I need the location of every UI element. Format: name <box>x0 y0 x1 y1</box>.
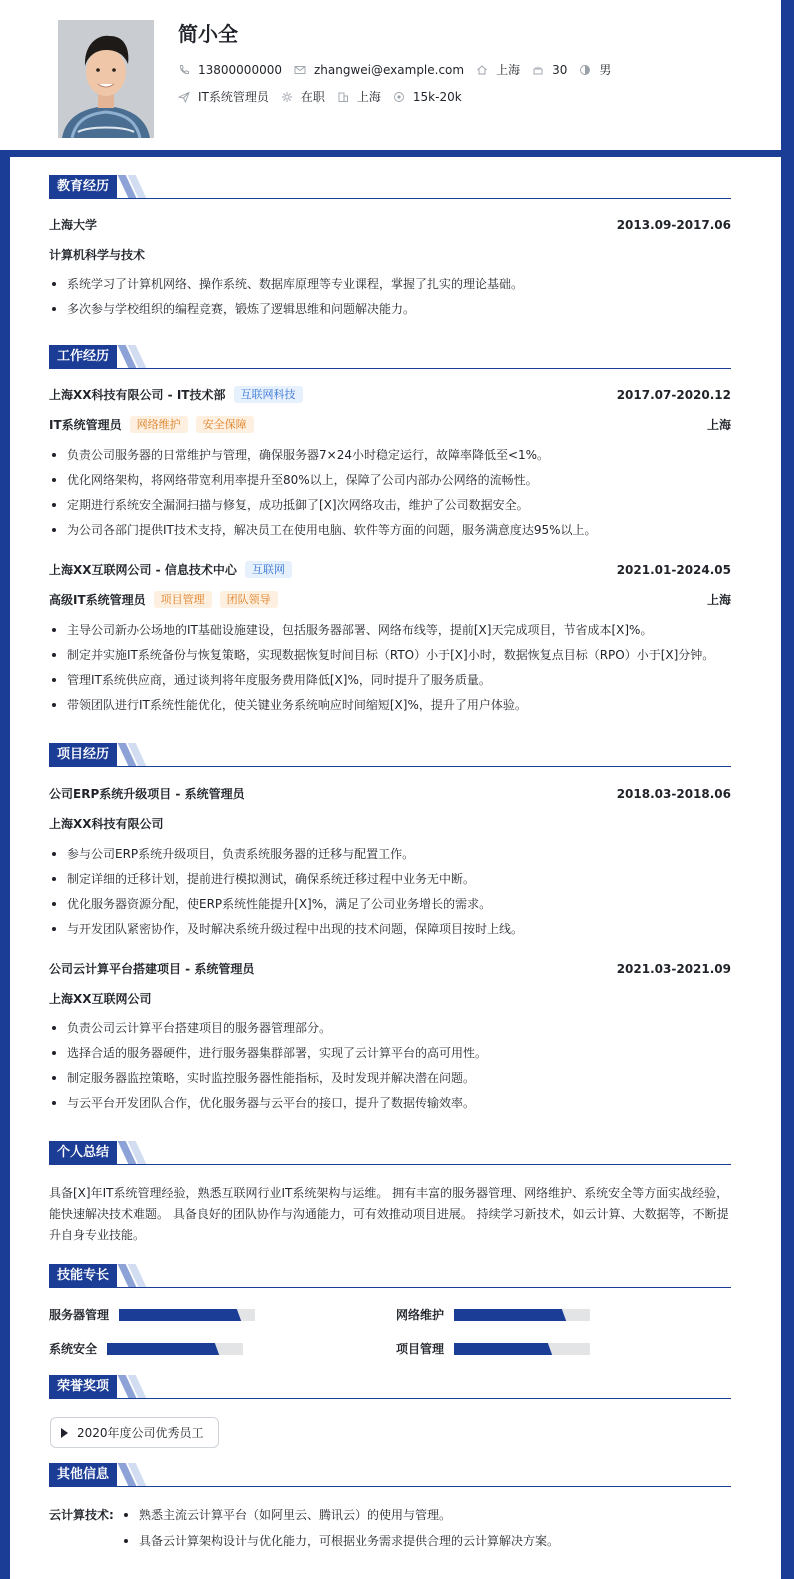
phone-item <box>178 63 282 77</box>
mail-icon <box>294 64 306 76</box>
skill-row <box>396 1306 590 1323</box>
major-name: 计算机科学与技术 <box>49 248 146 262</box>
project-period: 2018.03-2018.06 <box>616 786 731 801</box>
section-education <box>49 175 731 199</box>
summary-line: 升自身专业技能。 <box>49 1228 146 1242</box>
list-item: 选择合适的服务器硬件，进行服务器集群部署，实现了云计算平台的高可用性。 <box>49 1044 731 1062</box>
list-item: 负责公司云计算平台搭建项目的服务器管理部分。 <box>49 1019 731 1037</box>
other-item: 具备云计算架构设计与优化能力，可根据业务需求提供合理的云计算解决方案。 <box>121 1532 559 1550</box>
skill-bar <box>107 1343 243 1355</box>
send-icon <box>178 91 190 103</box>
project-org: 上海XX互联网公司 <box>49 992 152 1006</box>
skill-chip: 项目管理 <box>154 591 212 608</box>
contact-row <box>178 61 623 78</box>
gender-item <box>579 61 611 78</box>
list-item: 多次参与学校组织的编程竞赛，锻炼了逻辑思维和问题解决能力。 <box>49 300 731 318</box>
gender-icon <box>579 64 591 76</box>
project-period: 2021.03-2021.09 <box>616 961 731 976</box>
education-header <box>49 216 731 233</box>
skill-bar <box>454 1343 590 1355</box>
section-title: 其他信息 <box>49 1463 117 1486</box>
other-key: 云计算技术: <box>49 1508 114 1522</box>
age-icon <box>532 64 544 76</box>
building-icon <box>337 91 349 103</box>
resume-body <box>10 157 781 1579</box>
skill-bar <box>454 1309 590 1321</box>
avatar <box>58 20 154 138</box>
skill-chip: 安全保障 <box>196 416 254 433</box>
salary-item <box>393 90 462 104</box>
section-title: 教育经历 <box>49 175 117 198</box>
status-value: 在职 <box>300 90 325 104</box>
skill-chip: 团队领导 <box>220 591 278 608</box>
industry-chip: 互联网 <box>245 561 292 578</box>
other-key-spacer <box>49 1532 121 1550</box>
work-city: 上海 <box>706 418 731 432</box>
salary-value: 15k-20k <box>412 89 462 104</box>
skill-name: 系统安全 <box>49 1342 98 1356</box>
skill-bar-fill <box>454 1309 560 1321</box>
education-period: 2013.09-2017.06 <box>616 217 731 232</box>
list-item: 制定并实施IT系统备份与恢复策略，实现数据恢复时间目标（RTO）小于[X]小时，数据恢复点目标（RPO）小于[X]分钟。 <box>49 646 731 664</box>
skill-row <box>49 1306 255 1323</box>
summary-line: 能快速解决技术难题。 具备良好的团队协作与沟通能力，可有效推动项目进展。 持续学习新技术，如云计算、大数据等，不断提 <box>49 1207 729 1221</box>
work-header <box>49 561 731 578</box>
other-row <box>49 1532 559 1550</box>
expand-triangle-icon <box>61 1428 68 1438</box>
project-org-row <box>49 815 731 832</box>
section-title: 技能专长 <box>49 1264 117 1287</box>
other-row <box>49 1506 451 1524</box>
school-name: 上海大学 <box>49 218 98 232</box>
list-item: 优化服务器资源分配，使ERP系统性能提升[X]%，满足了公司业务增长的需求。 <box>49 895 731 913</box>
list-item: 优化网络架构，将网络带宽利用率提升至80%以上，保障了公司内部办公网络的流畅性。 <box>49 471 731 489</box>
project-org: 上海XX科技有限公司 <box>49 817 164 831</box>
phone-number: 13800000000 <box>198 62 282 77</box>
age-item <box>532 63 567 77</box>
list-item: 制定详细的迁移计划，提前进行模拟测试，确保系统迁移过程中业务无中断。 <box>49 870 731 888</box>
section-skills <box>49 1264 731 1288</box>
award-label: 2020年度公司优秀员工 <box>77 1426 204 1440</box>
gender-value: 男 <box>599 63 612 77</box>
email-item <box>294 63 464 77</box>
project-header <box>49 960 731 977</box>
list-item: 制定服务器监控策略，实时监控服务器性能指标，及时发现并解决潜在问题。 <box>49 1069 731 1087</box>
role-name: 高级IT系统管理员 <box>49 593 146 607</box>
section-title: 工作经历 <box>49 345 117 368</box>
award-item[interactable] <box>50 1417 219 1448</box>
list-item: 定期进行系统安全漏洞扫描与修复，成功抵御了[X]次网络攻击，维护了公司数据安全。 <box>49 496 731 514</box>
list-item: 与开发团队紧密协作，及时解决系统升级过程中出现的技术问题，保障项目按时上线。 <box>49 920 731 938</box>
location-item <box>476 61 520 78</box>
list-item: 参与公司ERP系统升级项目，负责系统服务器的迁移与配置工作。 <box>49 845 731 863</box>
skill-row <box>49 1340 243 1357</box>
project-header <box>49 785 731 802</box>
list-item: 系统学习了计算机网络、操作系统、数据库原理等专业课程，掌握了扎实的理论基础。 <box>49 275 731 293</box>
skill-name: 项目管理 <box>396 1342 445 1356</box>
summary-text <box>49 1183 731 1246</box>
skill-row <box>396 1340 590 1357</box>
list-item: 带领团队进行IT系统性能优化，使关键业务系统响应时间缩短[X]%，提升了用户体验。 <box>49 696 731 714</box>
list-item: 管理IT系统供应商，通过谈判将年度服务费用降低[X]%，同时提升了服务质量。 <box>49 671 731 689</box>
section-title: 荣誉奖项 <box>49 1375 117 1398</box>
section-summary <box>49 1141 731 1165</box>
project-org-row <box>49 990 731 1007</box>
gear-icon <box>281 91 293 103</box>
position-value: IT系统管理员 <box>198 90 269 104</box>
target-city-item <box>337 88 381 105</box>
avatar-portrait-icon <box>58 20 154 138</box>
section-awards <box>49 1375 731 1399</box>
position-item <box>178 88 269 105</box>
project-title: 公司ERP系统升级项目 - 系统管理员 <box>49 787 245 801</box>
status-item <box>281 88 325 105</box>
section-other <box>49 1463 731 1487</box>
skill-name: 网络维护 <box>396 1308 445 1322</box>
project-title: 公司云计算平台搭建项目 - 系统管理员 <box>49 962 255 976</box>
target-city-value: 上海 <box>356 90 381 104</box>
list-item: 主导公司新办公场地的IT基础设施建设，包括服务器部署、网络布线等，提前[X]天完成项目，节省成本[X]%。 <box>49 621 731 639</box>
list-item: 与云平台开发团队合作，优化服务器与云平台的接口，提升了数据传输效率。 <box>49 1094 731 1112</box>
role-name: IT系统管理员 <box>49 418 122 432</box>
section-title: 项目经历 <box>49 743 117 766</box>
summary-line: 具备[X]年IT系统管理经验，熟悉互联网行业IT系统架构与运维。 拥有丰富的服务器管理、网络维护、系统安全等方面实战经验， <box>49 1186 729 1200</box>
section-projects <box>49 743 731 767</box>
list-item: 为公司各部门提供IT技术支持，解决员工在使用电脑、软件等方面的问题，服务满意度达95%以上。 <box>49 521 731 539</box>
company-name: 上海XX科技有限公司 - IT技术部 <box>49 388 226 402</box>
skill-bar-fill <box>454 1343 546 1355</box>
skill-chip: 网络维护 <box>130 416 188 433</box>
skill-bar <box>119 1309 255 1321</box>
other-item: 熟悉主流云计算平台（如阿里云、腾讯云）的使用与管理。 <box>121 1506 451 1524</box>
list-item: 负责公司服务器的日常维护与管理，确保服务器7×24小时稳定运行，故障率降低至<1%。 <box>49 446 731 464</box>
work-role-row <box>49 416 731 433</box>
job-intent-row <box>178 88 474 105</box>
skill-name: 服务器管理 <box>49 1308 110 1322</box>
work-role-row <box>49 591 731 608</box>
section-title: 个人总结 <box>49 1141 117 1164</box>
age-value: 30 <box>552 62 568 77</box>
education-major-row <box>49 246 731 263</box>
skill-bar-fill <box>107 1343 213 1355</box>
location-value: 上海 <box>496 63 521 77</box>
skill-bar-fill <box>119 1309 235 1321</box>
work-header <box>49 386 731 403</box>
salary-icon <box>393 91 405 103</box>
work-period: 2021.01-2024.05 <box>616 562 731 577</box>
work-city: 上海 <box>706 593 731 607</box>
company-name: 上海XX互联网公司 - 信息技术中心 <box>49 563 237 577</box>
home-icon <box>476 64 488 76</box>
section-work <box>49 345 731 369</box>
work-period: 2017.07-2020.12 <box>616 387 731 402</box>
email-address: zhangwei@example.com <box>313 62 465 77</box>
phone-icon <box>178 64 190 76</box>
candidate-name: 简小全 <box>178 22 238 46</box>
industry-chip: 互联网科技 <box>234 386 303 403</box>
